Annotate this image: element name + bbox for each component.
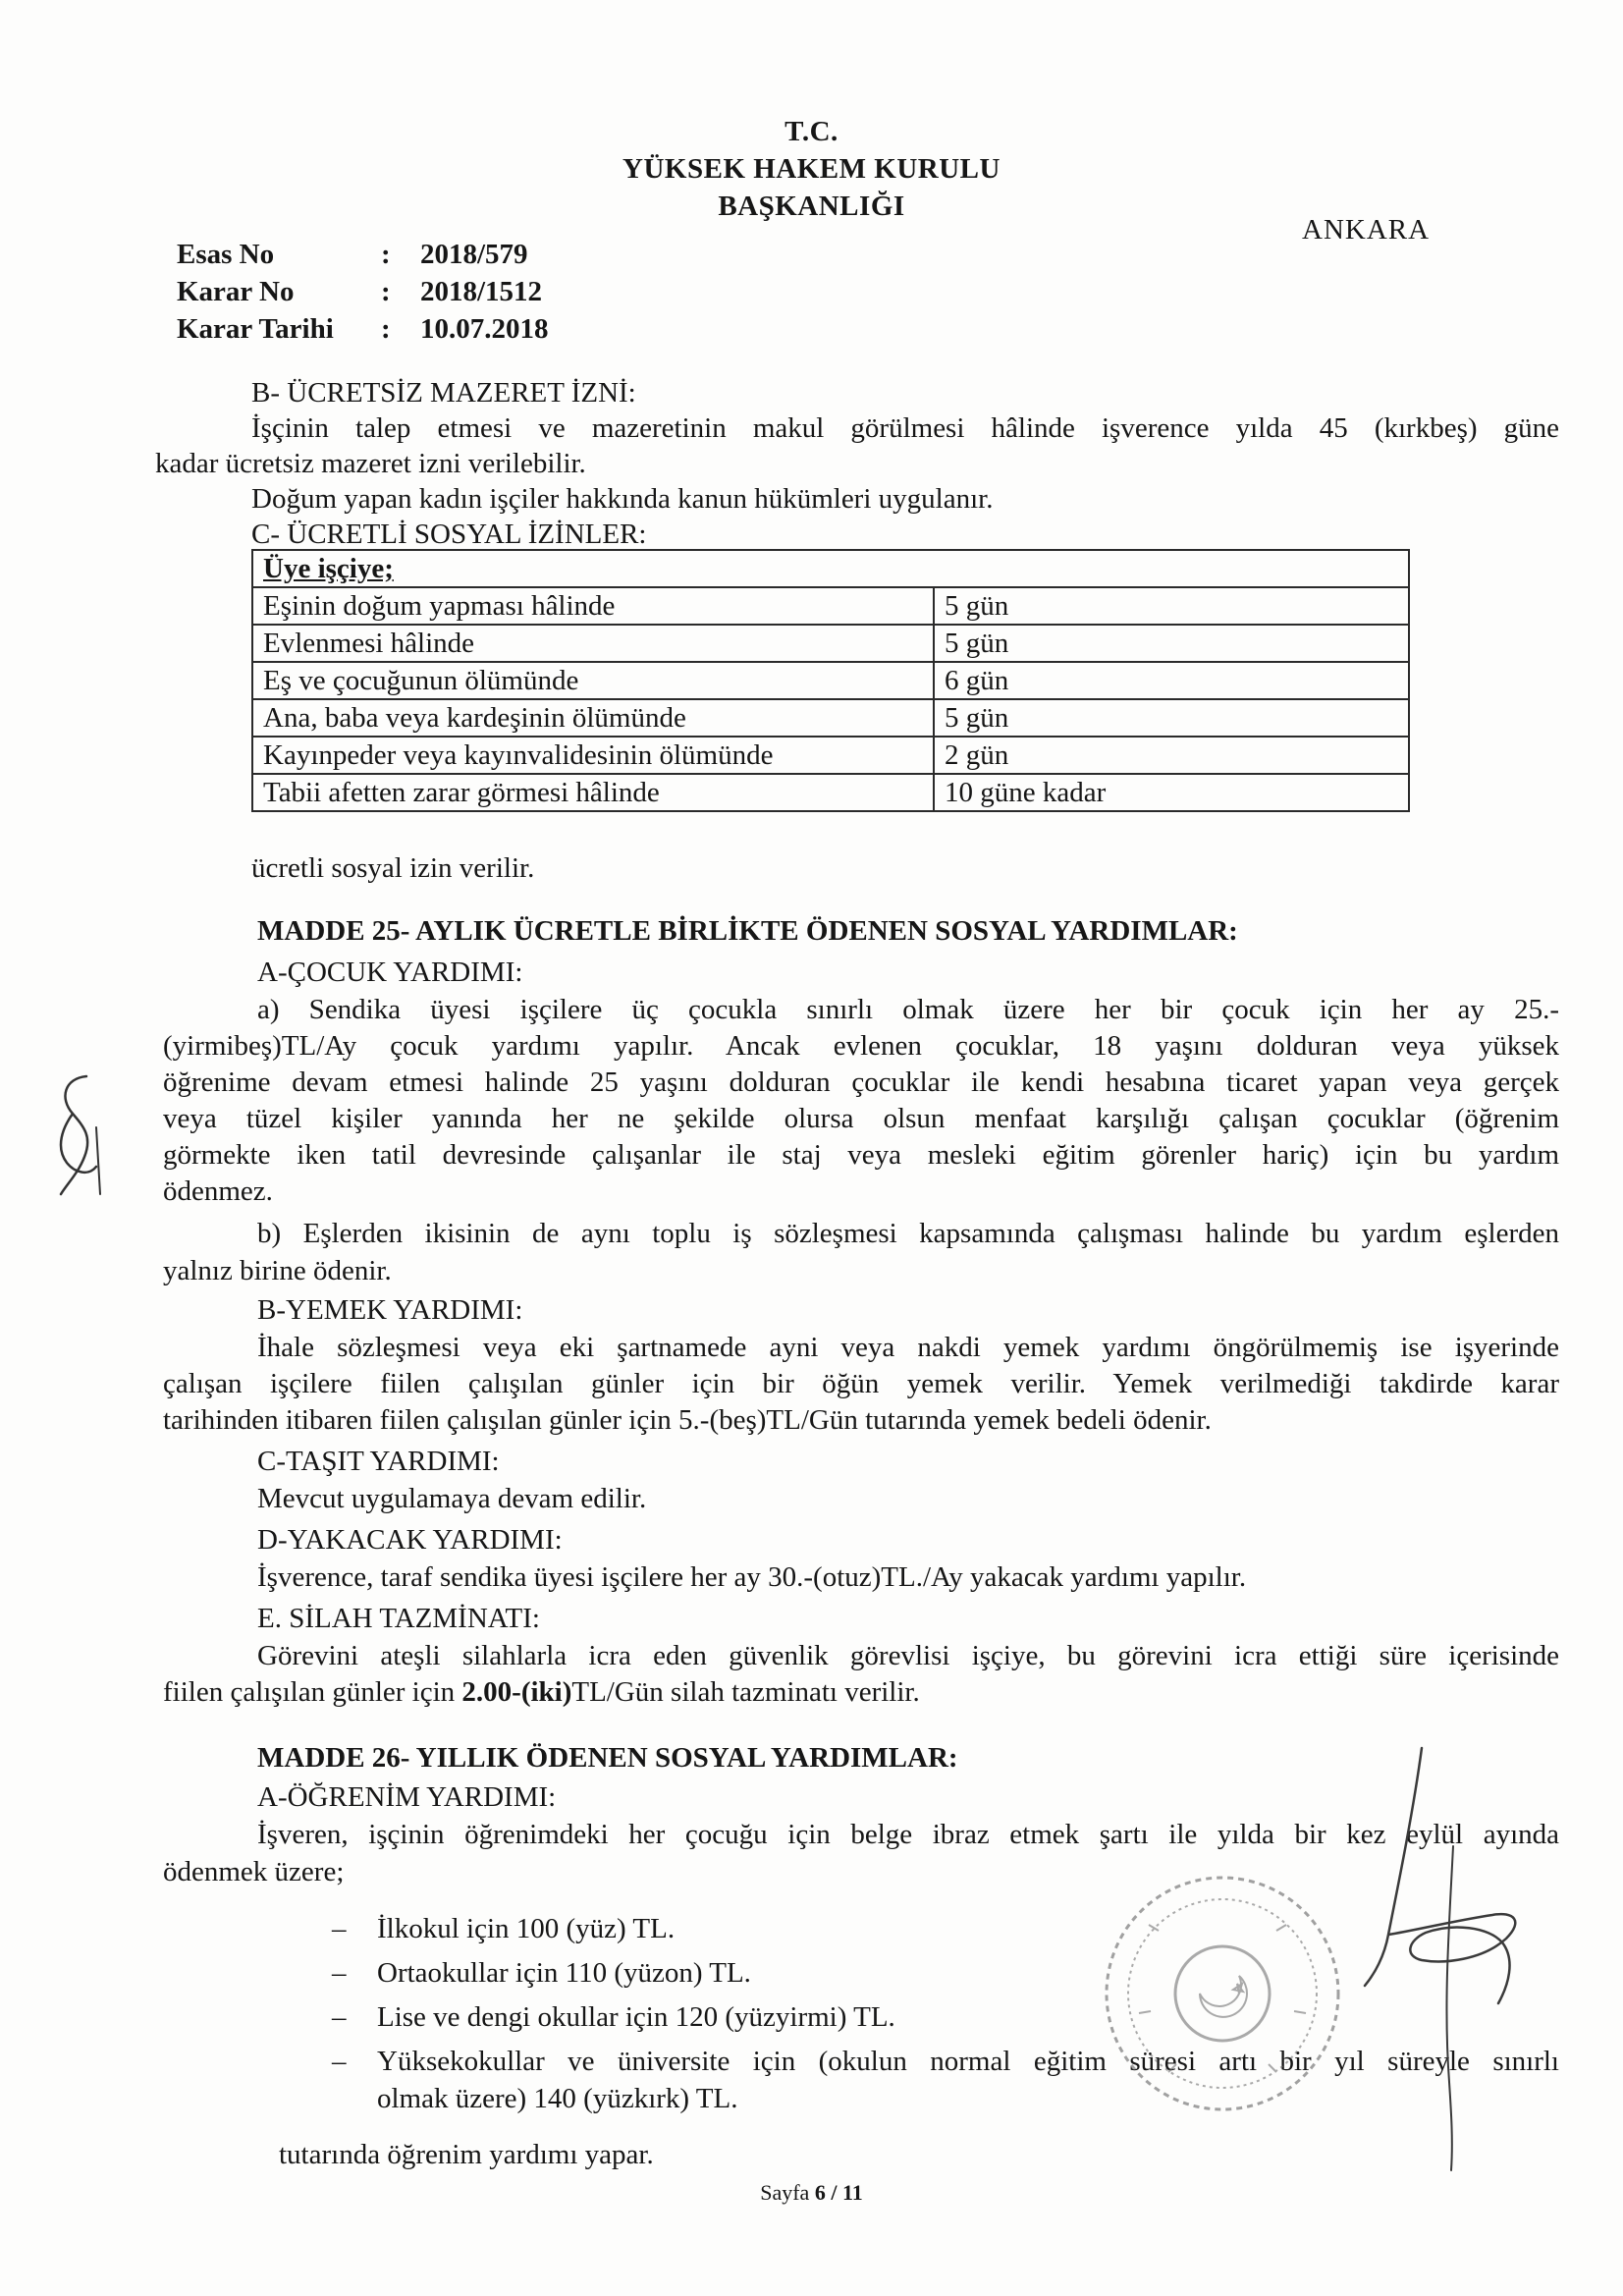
leave-days-cell: 10 güne kadar	[934, 774, 1409, 811]
leave-case-cell: Evlenmesi hâlinde	[252, 625, 934, 662]
section-b-para1-line1: İşçinin talep etmesi ve mazeretinin makul görülmesi hâlinde işverence yılda 45 (kırkbeş) güne	[251, 412, 1559, 444]
madde25-a-line: öğrenime devam etmesi halinde 25 yaşını dolduran çocuklar ile kendi hesabına ticaret yapan veya gerçek	[163, 1066, 1559, 1098]
meta-value: 2018/579	[420, 239, 528, 270]
madde25-a-line: ödenmez.	[163, 1175, 273, 1207]
header-tc: T.C.	[784, 116, 839, 147]
leave-days-cell: 5 gün	[934, 699, 1409, 737]
leave-days-cell: 5 gün	[934, 625, 1409, 662]
yemek-title: B-YEMEK YARDIMI:	[257, 1294, 523, 1326]
meta-sep: :	[381, 276, 391, 307]
leave-case-cell: Kayınpeder veya kayınvalidesinin ölümünde	[252, 737, 934, 774]
list-item-continuation: olmak üzere) 140 (yüzkırk) TL.	[377, 2083, 738, 2114]
madde25-a-line: veya tüzel kişiler yanında her ne şekilde olursa olsun menfaat karşılığı çalışan çocuklar (öğrenim	[163, 1103, 1559, 1134]
madde25-a-line: görmekte iken tatil devresinde çalışanlar ile staj veya mesleki eğitim görenler hariç) için bu yardım	[163, 1139, 1559, 1171]
yakacak-text: İşverence, taraf sendika üyesi işçilere her ay 30.-(otuz)TL./Ay yakacak yardımı yapılır.	[257, 1561, 1247, 1593]
page-footer	[0, 2180, 1623, 2206]
yemek-line: çalışan işçilere fiilen çalışılan günler için bir öğün yemek verilir. Yemek verilmediği takdirde karar	[163, 1368, 1559, 1399]
handwritten-margin-mark	[45, 1068, 114, 1206]
yemek-line: İhale sözleşmesi veya eki şartnamede ayni veya nakdi yemek yardımı öngörülmemiş ise işyerinde	[257, 1332, 1559, 1363]
header-presidency: BAŞKANLIĞI	[718, 191, 905, 222]
paid-leave-table	[251, 549, 1410, 812]
table-row	[252, 662, 1409, 699]
table-row	[252, 774, 1409, 811]
meta-row-tarih	[177, 310, 549, 348]
header-city: ANKARA	[1302, 214, 1431, 246]
madde26-closing: tutarında öğrenim yardımı yapar.	[279, 2139, 654, 2170]
page-sep: /	[831, 2180, 838, 2205]
list-bullet: –	[332, 1913, 347, 1944]
tasit-title: C-TAŞIT YARDIMI:	[257, 1446, 500, 1477]
section-b-para1-line2: kadar ücretsiz mazeret izni verilebilir.	[155, 448, 586, 479]
tasit-text: Mevcut uygulamaya devam edilir.	[257, 1483, 647, 1514]
list-item: İlkokul için 100 (yüz) TL.	[377, 1913, 676, 1944]
silah-line2-post: TL/Gün silah tazminatı verilir.	[571, 1676, 920, 1708]
meta-label: Esas No	[177, 239, 275, 270]
madde26-intro-line1: İşveren, işçinin öğrenimdeki her çocuğu için belge ibraz etmek şartı ile yılda bir kez eylül ayında	[257, 1819, 1559, 1850]
case-meta	[177, 236, 549, 348]
meta-row-esas	[177, 236, 549, 273]
table-header-row	[252, 550, 1409, 587]
yemek-line: tarihinden itibaren fiilen çalışılan günler için 5.-(beş)TL/Gün tutarında yemek bedeli ödenir.	[163, 1404, 1212, 1436]
silah-line2	[163, 1674, 920, 1710]
madde25-a-title: A-ÇOCUK YARDIMI:	[257, 957, 523, 988]
leave-days-cell: 5 gün	[934, 587, 1409, 625]
table-header-cell: Üye işçiye;	[252, 550, 1409, 587]
madde26-intro-line2: ödenmek üzere;	[163, 1856, 345, 1887]
section-b-title: B- ÜCRETSİZ MAZERET İZNİ:	[251, 377, 636, 409]
leave-case-cell: Ana, baba veya kardeşinin ölümünde	[252, 699, 934, 737]
silah-line1: Görevini ateşli silahlarla icra eden güvenlik görevlisi işçiye, bu görevini icra ettiği süre içerisinde	[257, 1640, 1559, 1671]
silah-amount: 2.00-(iki)	[461, 1676, 572, 1708]
silah-title: E. SİLAH TAZMİNATI:	[257, 1603, 540, 1634]
madde25-a-line: (yirmibeş)TL/Ay çocuk yardımı yapılır. Ancak evlenen çocuklar, 18 yaşını dolduran veya yüksek	[163, 1030, 1559, 1062]
section-c-after: ücretli sosyal izin verilir.	[251, 852, 535, 884]
madde25-a-line: a) Sendika üyesi işçilere üç çocukla sınırlı olmak üzere her bir çocuk için her ay 25.-	[257, 994, 1559, 1025]
list-bullet: –	[332, 1957, 347, 1989]
madde25-b-line: yalnız birine ödenir.	[163, 1255, 392, 1286]
list-item: Yüksekokullar ve üniversite için (okulun normal eğitim süresi artı bir yıl süreyle sınırlı	[377, 2046, 1559, 2077]
silah-line2-pre: fiilen çalışılan günler için	[163, 1676, 462, 1708]
leave-case-cell: Eş ve çocuğunun ölümünde	[252, 662, 934, 699]
meta-label: Karar No	[177, 276, 295, 307]
meta-row-karar	[177, 273, 549, 310]
leave-days-cell: 2 gün	[934, 737, 1409, 774]
leave-case-cell: Eşinin doğum yapması hâlinde	[252, 587, 934, 625]
yakacak-title: D-YAKACAK YARDIMI:	[257, 1524, 563, 1556]
meta-label: Karar Tarihi	[177, 313, 334, 345]
table-row	[252, 587, 1409, 625]
list-item: Lise ve dengi okullar için 120 (yüzyirmi) TL.	[377, 2001, 895, 2033]
section-b-para2: Doğum yapan kadın işçiler hakkında kanun hükümleri uygulanır.	[251, 483, 994, 515]
meta-value: 10.07.2018	[420, 313, 549, 345]
madde25-title: MADDE 25- AYLIK ÜCRETLE BİRLİKTE ÖDENEN SOSYAL YARDIMLAR:	[257, 915, 1238, 947]
page-total: 11	[841, 2180, 863, 2205]
list-item: Ortaokullar için 110 (yüzon) TL.	[377, 1957, 751, 1989]
meta-sep: :	[381, 313, 391, 345]
meta-sep: :	[381, 239, 391, 270]
handwritten-signature	[1306, 1728, 1542, 2180]
list-bullet: –	[332, 2046, 347, 2077]
meta-value: 2018/1512	[420, 276, 543, 307]
leave-days-cell: 6 gün	[934, 662, 1409, 699]
section-c-title: C- ÜCRETLİ SOSYAL İZİNLER:	[251, 519, 647, 550]
table-row	[252, 699, 1409, 737]
table-row	[252, 625, 1409, 662]
page-current: 6	[814, 2180, 826, 2205]
madde26-title: MADDE 26- YILLIK ÖDENEN SOSYAL YARDIMLAR:	[257, 1742, 958, 1774]
leave-case-cell: Tabii afetten zarar görmesi hâlinde	[252, 774, 934, 811]
madde25-b-line: b) Eşlerden ikisinin de aynı toplu iş sözleşmesi kapsamında çalışması halinde bu yardım eşlerden	[257, 1218, 1559, 1249]
table-row	[252, 737, 1409, 774]
list-bullet: –	[332, 2001, 347, 2033]
page-label: Sayfa	[760, 2180, 810, 2205]
header-court: YÜKSEK HAKEM KURULU	[622, 153, 1001, 185]
madde26-a-title: A-ÖĞRENİM YARDIMI:	[257, 1781, 557, 1813]
